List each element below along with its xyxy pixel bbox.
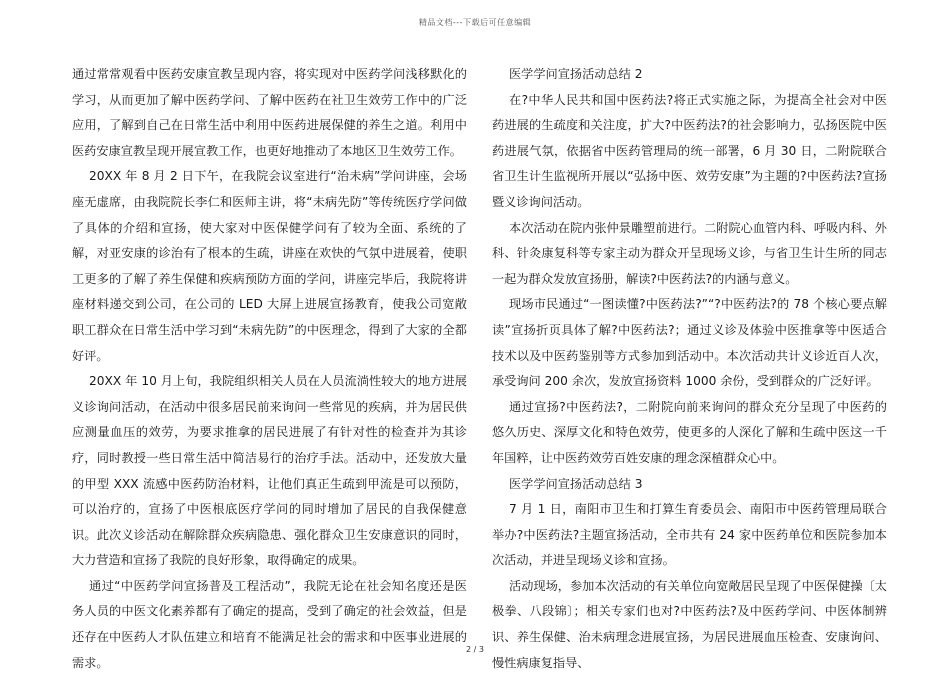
- paragraph: 通过宣扬?中医药法?，二附院向前来询问的群众充分呈现了中医药的悠久历史、深厚文化和特色效劳，使更多的人深化了解和生疏中医这一千年国粹，让中医药效劳百姓安康的理念深植群众心中。: [492, 399, 887, 465]
- paragraph: 通过常常观看中医药安康宣教呈现内容，将实现对中医药学问浅移默化的学习，从而更加了解中医药学问、了解中医药在社卫生效劳工作中的广泛应用，了解到自己在日常生活中利用中医药进展保健的养生之道。利用中医药安康宣教呈现开展宣教工作，也更好地推动了本地区卫生效劳工作。: [72, 67, 467, 158]
- paragraph: 活动现场，参加本次活动的有关单位向宽敞居民呈现了中医保健操〔太极拳、八段锦〕；相关专家们也对?中医药法?及中医药学问、中医体制辨识、养生保健、治未病理念进展宣扬，为居民进展血压检查、安康询问、慢性病康复指导、: [492, 578, 887, 670]
- paragraph: 在?中华人民共和国中医药法?将正式实施之际，为提高全社会对中医药进展的生疏度和关注度，扩大?中医药法?的社会影响力，弘扬医院中医药进展气氛，依据省中医药管理局的统一部署，6 月 30 日，二附院联合省卫生计生监视所开展以“弘扬中医、效劳安康”为主题的?中医药法?宣扬暨义诊询问活动。: [492, 92, 887, 209]
- left-column: [72, 62, 467, 676]
- section-title: 医学学问宣扬活动总结 3: [509, 476, 643, 491]
- paragraph: 20XX 年 8 月 2 日下午，在我院会议室进行“治未病”学问讲座，会场座无虚席，由我院院长李仁和医师主讲，将“未病先防”等传统医疗学问做了具体的介绍和宣扬，使大家对中医保健学问有了较为全面、系统的了解，对亚安康的诊治有了根本的生疏，讲座在欢快的气氛中进展着，使职工更多的了解了养生保健和疾病预防方面的学问，讲座完毕后，我院将讲座材料递交到公司，在公司的 LED 大屏上进展宣扬教育，使我公司宽敞职工群众在日常生活中学习到“未病先防”的中医理念，得到了大家的全都好评。: [72, 169, 467, 363]
- paragraph: 本次活动在院内张仲景雕塑前进行。二附院心血管内科、呼吸内科、外科、针灸康复科等专家主动为群众开呈现场义诊，与省卫生计生所的同志一起为群众发放宣扬册，解读?中医药法?的内涵与意义。: [492, 220, 887, 286]
- page-number: 2 / 3: [466, 645, 484, 654]
- paragraph: 通过“中医药学问宣扬普及工程活动”，我院无论在社会知名度还是医务人员的中医文化素养都有了确定的提高，受到了确定的社会效益，但是还存在中医药人才队伍建立和培育不能满足社会的需求和中医事业进展的需求。: [72, 578, 467, 670]
- paragraph: 20XX 年 10 月上旬，我院组织相关人员在人员流淌性较大的地方进展义诊询问活动，在活动中很多居民前来询问一些常见的疾病，并为居民供应测量血压的效劳，为要求推拿的居民进展了有针对性的检查并为其诊疗，同时教授一些日常生活中简洁易行的治疗手法。活动中，还发放大量的甲型 XXX 流感中医药防治材料，让他们真正生疏到甲流是可以预防，可以治疗的，宣扬了中医根底医疗学问的同时增加了居民的自我保健意识。此次义诊活动在解除群众疾病隐患、强化群众卫生安康意识的同时，大力营造和宣扬了我院的良好形象，取得确定的成果。: [72, 374, 467, 568]
- page-header: 精品文档---下载后可任意编辑: [418, 18, 532, 27]
- paragraph: 现场市民通过“一图读懂?中医药法?”“?中医药法?的 78 个核心要点解读”宣扬折页具体了解?中医药法?；通过义诊及体验中医推拿等中医适合技术以及中医药鉴别等方式参加到活动中。本次活动共计义诊近百人次，承受询问 200 余次，发放宣扬资料 1000 余份，受到群众的广泛好评。: [492, 297, 887, 389]
- section-title: 医学学问宣扬活动总结 2: [509, 67, 643, 81]
- right-column: [492, 62, 887, 676]
- paragraph: 7 月 1 日，南阳市卫生和打算生育委员会、南阳市中医药管理局联合举办?中医药法?主题宣扬活动，全市共有 24 家中医药单位和医院参加本次活动，并进呈现场义诊和宣扬。: [492, 502, 887, 568]
